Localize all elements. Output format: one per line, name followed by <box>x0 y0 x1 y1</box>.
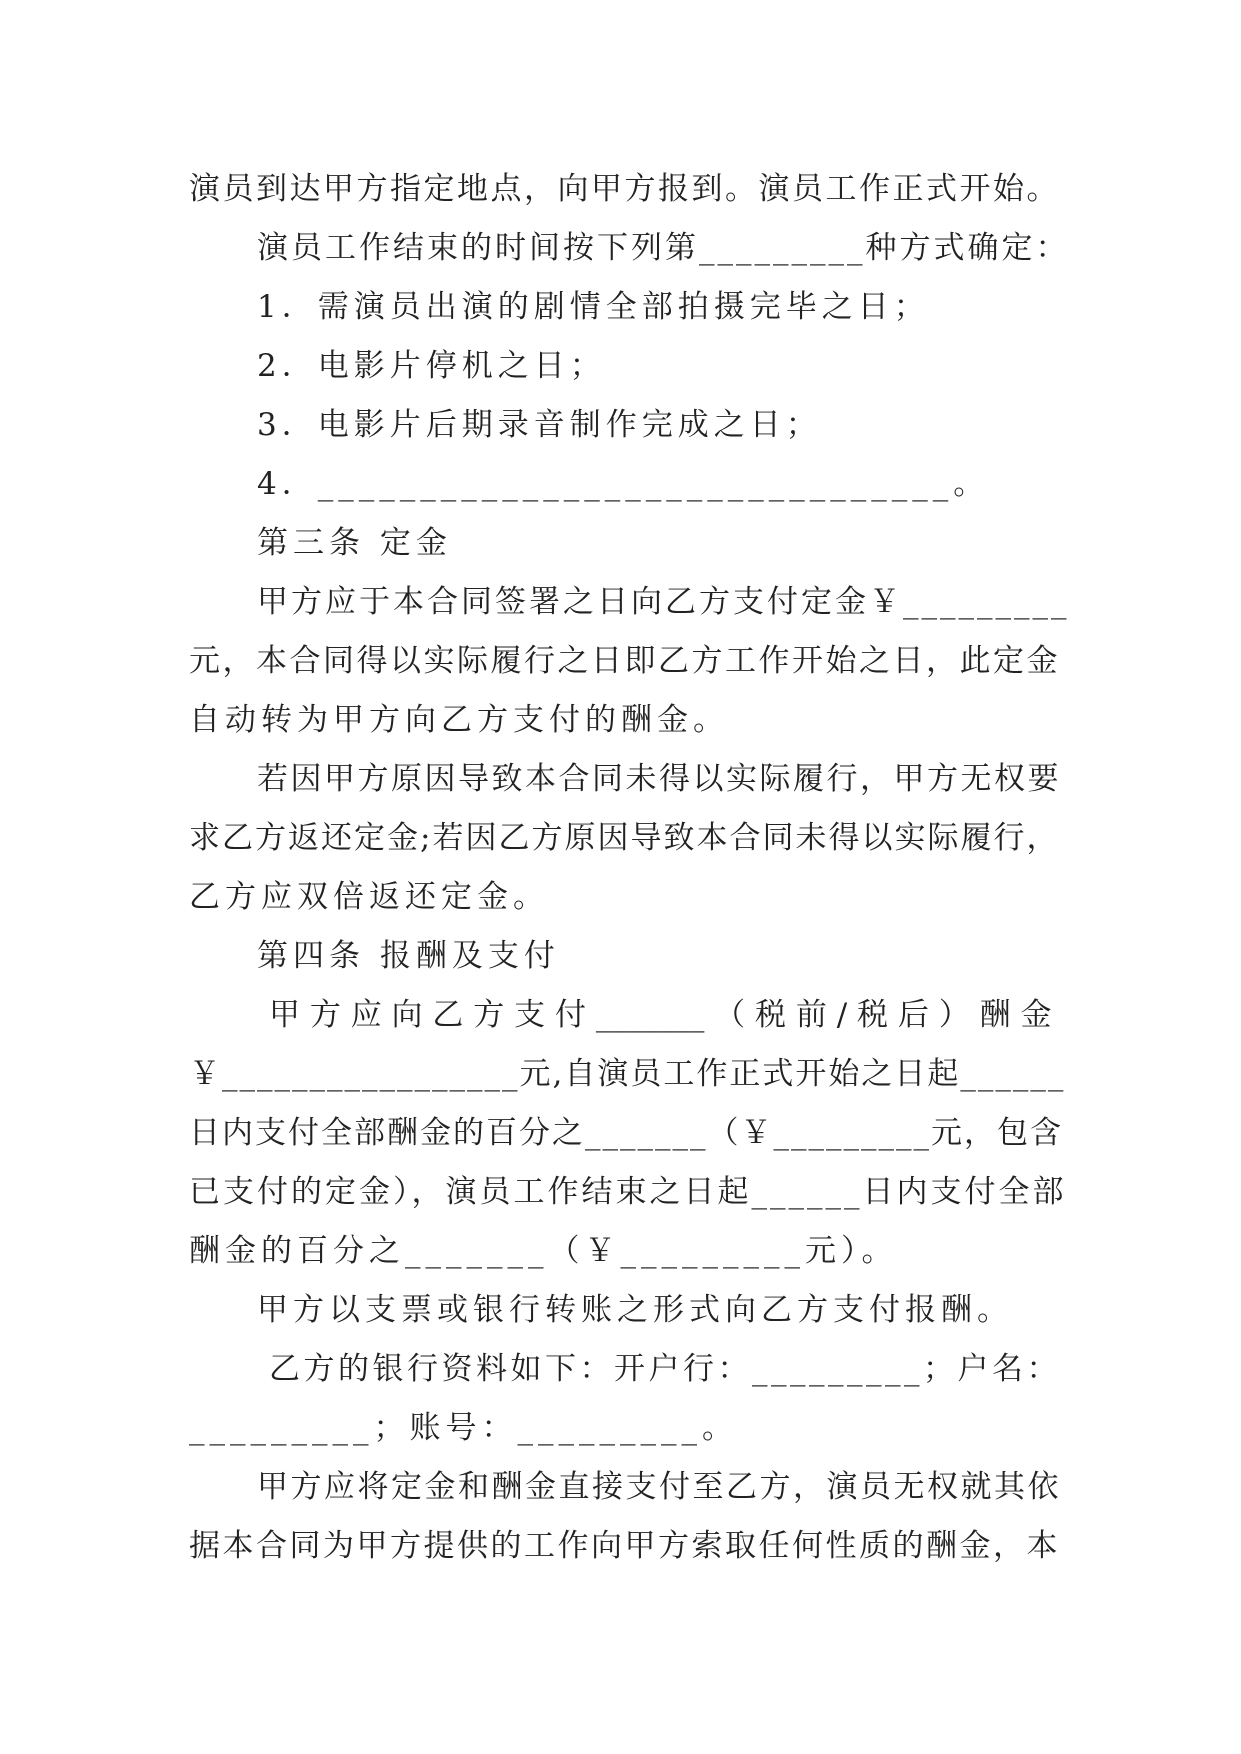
list-item: 1．需演员出演的剧情全部拍摄完毕之日； <box>257 289 930 325</box>
text-line: 自动转为甲方向乙方支付的酬金。 <box>189 702 729 738</box>
text-line: 甲方应于本合同签署之日向乙方支付定金￥_________ <box>257 584 1070 620</box>
text-line: 甲方以支票或银行转账之形式向乙方支付报酬。 <box>257 1292 1013 1328</box>
section-heading: 第三条 定金 <box>257 525 452 561</box>
text-line: 甲 方 应 向 乙 方 支 付 _______ （ 税 前 / 税 后 ） 酬 金 <box>269 997 1052 1033</box>
text-line: 演员工作结束的时间按下列第_________种方式确定： <box>257 230 1070 266</box>
text-line: 若因甲方原因导致本合同未得以实际履行，甲方无权要 <box>257 761 1061 797</box>
text-line: 酬金的百分之_______（￥_________元）。 <box>189 1233 898 1269</box>
section-heading: 第四条 报酬及支付 <box>257 938 560 974</box>
text-line: _________；账号：_________。 <box>189 1410 738 1446</box>
text-line: 元，本合同得以实际履行之日即乙方工作开始之日，此定金 <box>189 643 1060 679</box>
text-line: 已支付的定金），演员工作结束之日起______日内支付全部 <box>189 1174 1067 1210</box>
contract-page <box>189 160 1069 1576</box>
list-item: 2．电影片停机之日； <box>257 348 606 384</box>
list-item: 3．电影片后期录音制作完成之日； <box>257 407 822 443</box>
text-line: 甲方应将定金和酬金直接支付至乙方，演员无权就其依 <box>257 1469 1061 1505</box>
text-line: 求乙方返还定金;若因乙方原因导致本合同未得以实际履行， <box>189 820 1060 856</box>
text-line: 乙方的银行资料如下：开户行：_________；户名： <box>269 1351 1061 1387</box>
text-line: 据本合同为甲方提供的工作向甲方索取任何性质的酬金，本 <box>189 1528 1060 1564</box>
text-line: 演员到达甲方指定地点，向甲方报到。演员工作正式开始。 <box>189 171 1060 207</box>
list-item: 4．_______________________________。 <box>257 466 990 502</box>
text-line: 乙方应双倍返还定金。 <box>189 879 549 915</box>
text-line: 日内支付全部酬金的百分之_______（￥_________元，包含 <box>189 1115 1063 1151</box>
text-line: ￥_________________元,自演员工作正式开始之日起______ <box>189 1056 1066 1092</box>
